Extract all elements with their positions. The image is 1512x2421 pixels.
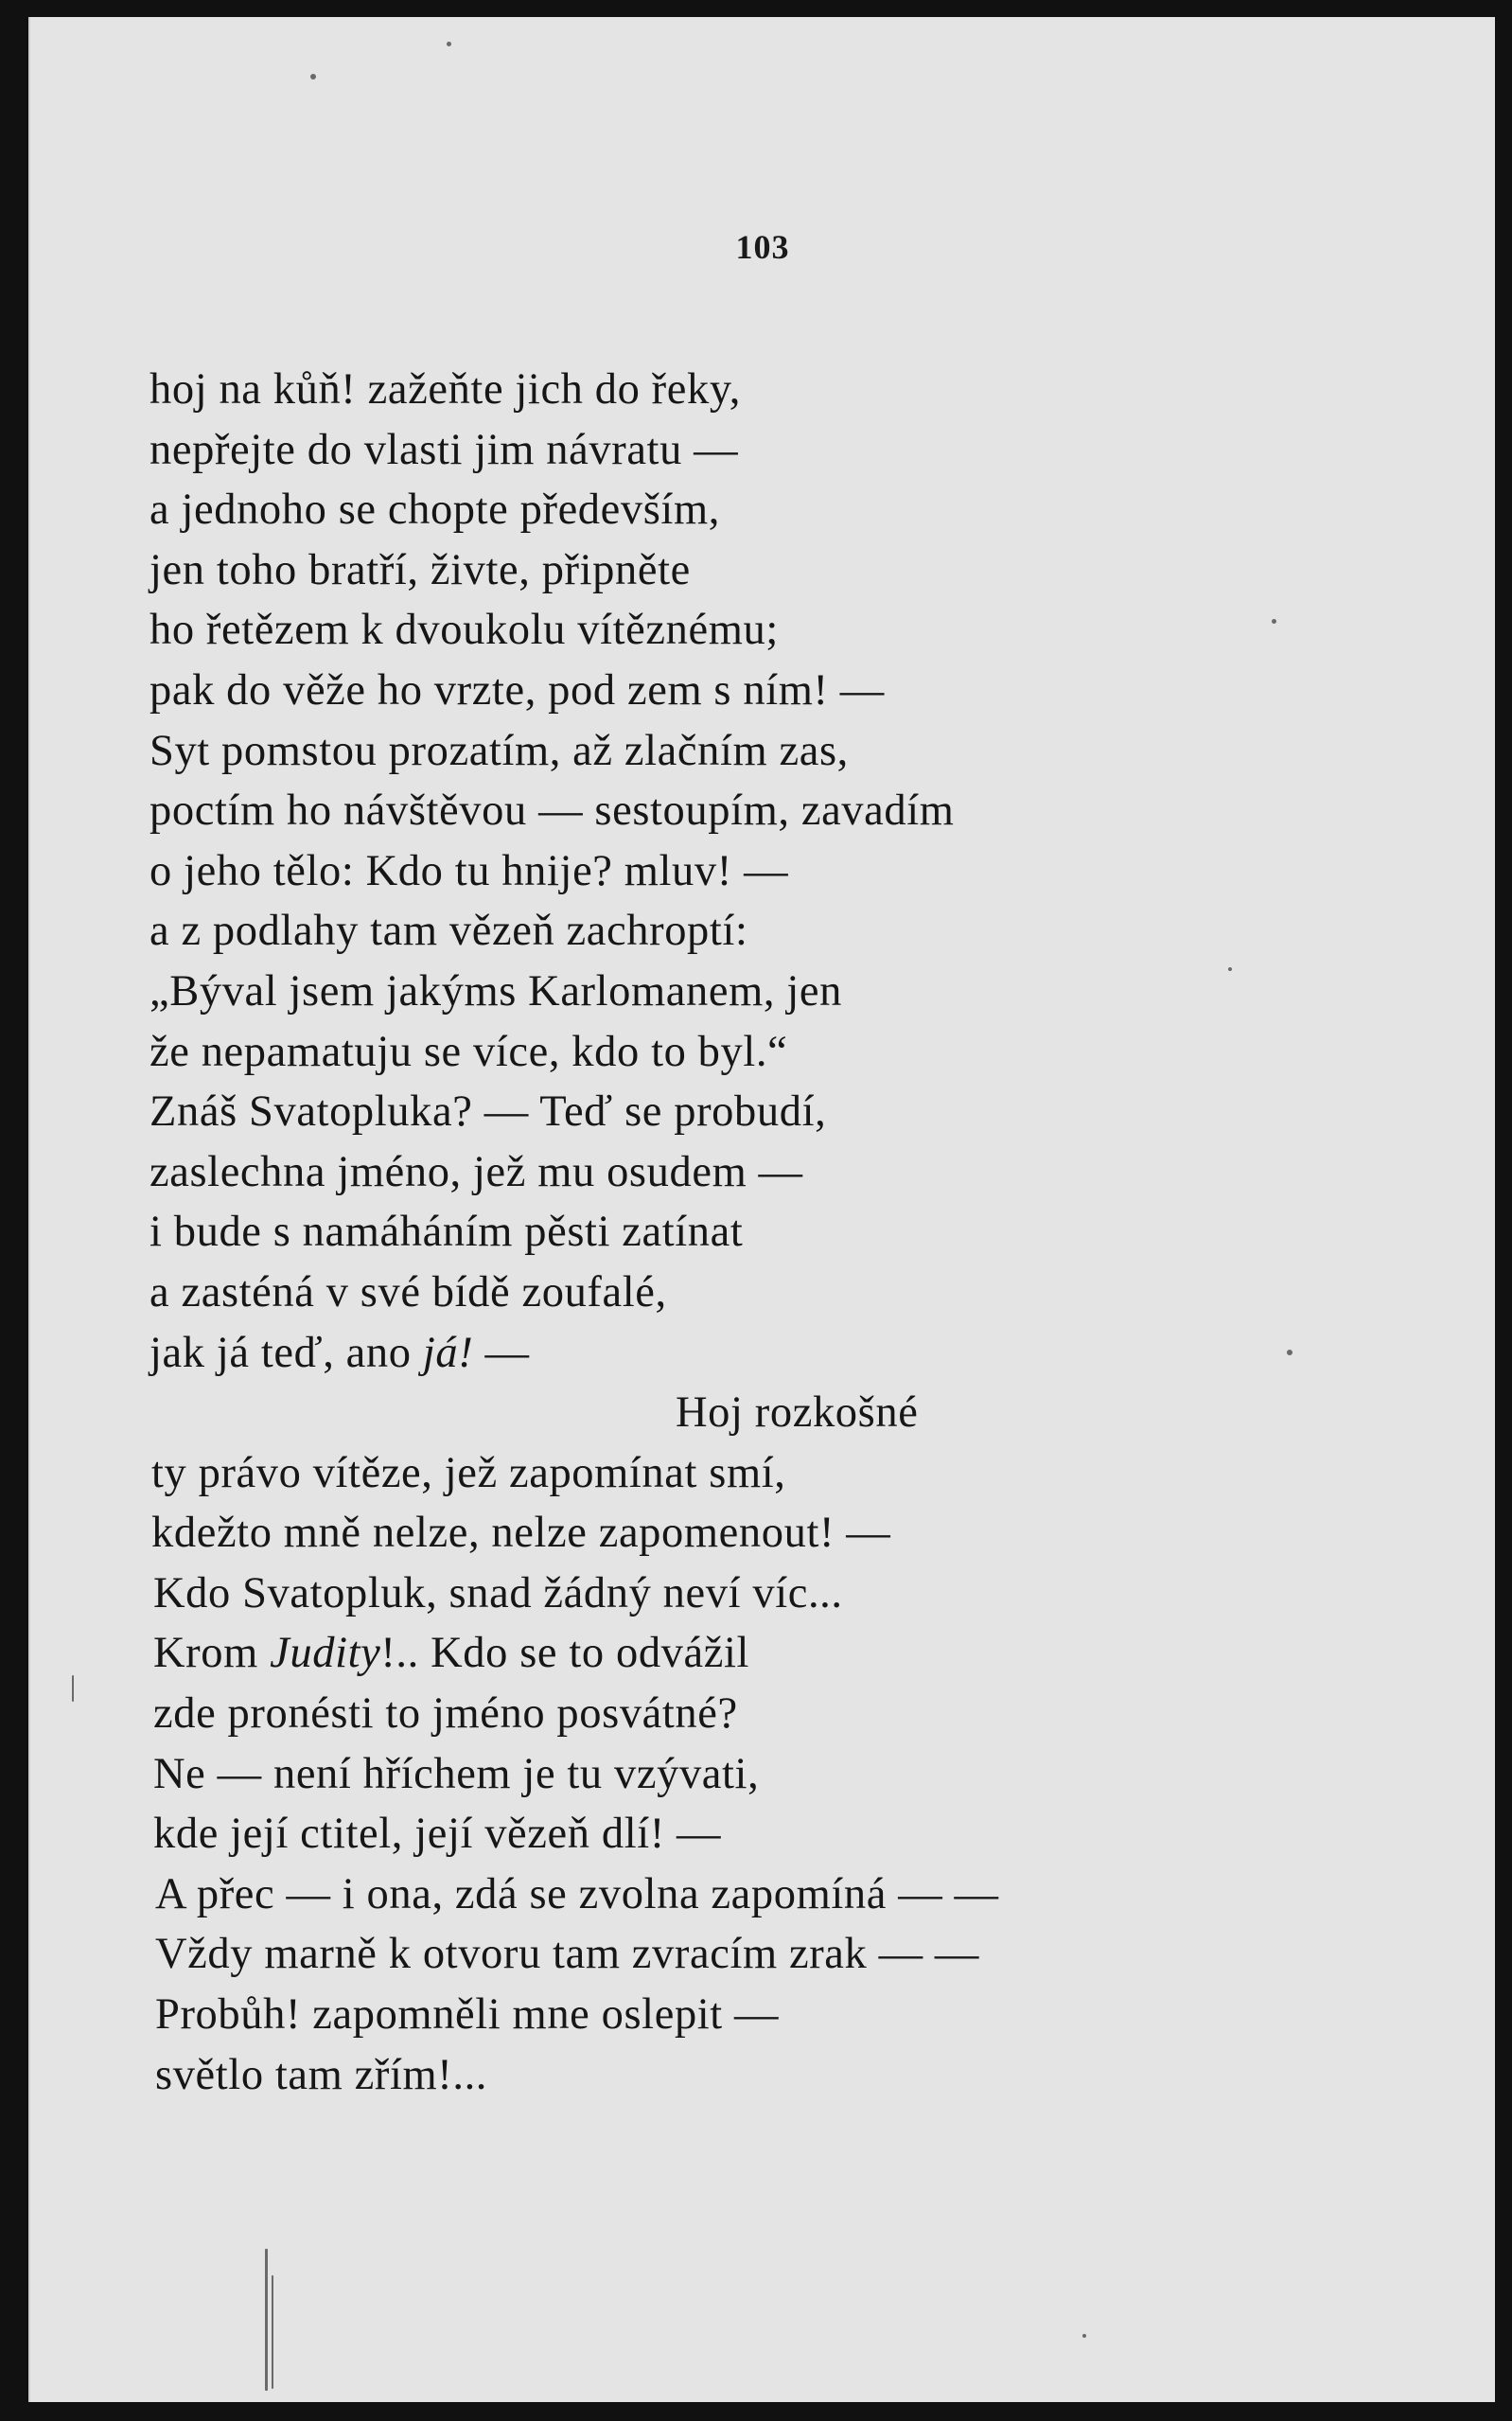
poem-line: zde pronésti to jméno posvátné? [153,1689,738,1739]
poem-line-emphasis: já! [422,1328,474,1377]
poem-line [149,1323,1455,1384]
print-speck [310,74,316,80]
poem-line: jen toho bratří, živte, připněte [149,545,691,594]
book-page [28,17,1495,2402]
print-speck [272,2275,273,2389]
poem-line: Vždy marně k otvoru tam zvracím zrak — — [155,1930,980,1979]
print-speck [72,1675,74,1702]
poem-line: kde její ctitel, její vězeň dlí! — [153,1810,722,1859]
poem-line: hoj na kůň! zažeňte jich do řeky, [149,365,741,414]
poem-line: světlo tam zřím!... [155,2050,488,2099]
poem-line: i bude s namáháním pěsti zatínat [149,1208,744,1257]
poem-line-indented: Hoj rozkošné [676,1388,919,1438]
poem-line: a jednoho se chopte především, [149,486,720,535]
poem-line: zaslechna jméno, jež mu osudem — [149,1147,803,1196]
poem-line: Kdo Svatopluk, snad žádný neví víc... [153,1568,843,1617]
print-speck [265,2249,268,2391]
poem-line: Probůh! zapomněli mne oslepit — [155,1990,780,2040]
poem-line: Syt pomstou prozatím, až zlačním zas, [149,726,849,775]
poem-line: kdežto mně nelze, nelze zapomenout! — [151,1509,891,1558]
poem-line-text: Krom [153,1629,271,1678]
poem-line [149,1623,1455,1684]
poem-line-text: jak já teď, ano [149,1328,423,1377]
poem-line: o jeho tělo: Kdo tu hnije? mluv! — [149,846,789,895]
poem-line: a zasténá v své bídě zoufalé, [149,1267,667,1317]
poem-line: a z podlahy tam vězeň zachroptí: [149,907,748,956]
poem-line: Znáš Svatopluka? — Teď se probudí, [149,1087,827,1137]
poem-text [149,360,1455,2105]
poem-line: Ne — není hříchem je tu vzývati, [153,1749,760,1798]
print-speck [447,42,451,46]
poem-line-text: !.. Kdo se to odvážil [380,1629,750,1678]
poem-line: pak do věže ho vrzte, pod zem s ním! — [149,665,885,715]
print-speck [1082,2334,1086,2338]
poem-line-text: — [473,1328,530,1377]
poem-line: poctím ho návštěvou — sestoupím, zavadím [149,786,955,836]
poem-line: nepřejte do vlasti jim návratu — [149,425,739,474]
poem-line: že nepamatuju se více, kdo to byl.“ [149,1027,788,1076]
poem-line: ty právo vítěze, jež zapomínat smí, [151,1448,786,1497]
page-number: 103 [735,228,790,266]
poem-line: A přec — i ona, zdá se zvolna zapomíná — — [155,1869,999,1918]
poem-line: ho řetězem k dvoukolu vítěznému; [149,606,779,655]
poem-line-emphasis: Judity [270,1629,381,1678]
poem-line: „Býval jsem jakýms Karlomanem, jen [149,966,842,1016]
